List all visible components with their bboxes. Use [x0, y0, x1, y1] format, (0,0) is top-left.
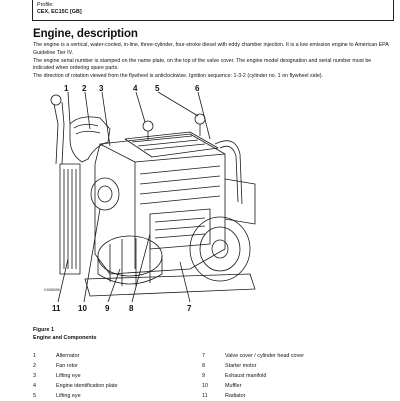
- legend-label: Lifting eye: [56, 393, 81, 399]
- legend-num: 2: [33, 363, 36, 369]
- legend-label: Alternator: [56, 353, 80, 359]
- legend-label: Valve cover / cylinder head cover: [225, 353, 305, 359]
- legend-label: Starter motor: [225, 363, 257, 369]
- callout-11: 11: [52, 304, 61, 313]
- engine-figure: [40, 84, 270, 316]
- legend-num: 9: [202, 373, 205, 379]
- callout-9: 9: [105, 304, 110, 313]
- image-code: V1065005: [44, 288, 60, 292]
- legend-num: 7: [202, 353, 205, 359]
- legend-num: 1: [33, 353, 36, 359]
- callout-8: 8: [129, 304, 134, 313]
- paragraph-engine-type: The engine is a vertical, water-cooled, in-line, three-cylinder, four-stroke diesel with eddy chamber injection. It is a low emission engine to American EPA Guideline Tier IV.: [33, 42, 389, 56]
- engine-drawing: [40, 84, 270, 316]
- callout-6: 6: [195, 84, 200, 93]
- callout-1: 1: [64, 84, 69, 93]
- legend-num: 10: [202, 383, 208, 389]
- legend-label: Exhaust manifold: [225, 373, 267, 379]
- callout-10: 10: [78, 304, 87, 313]
- figure-label: Figure 1: [33, 327, 54, 333]
- callout-5: 5: [155, 84, 160, 93]
- profile-label: Profile:: [37, 2, 54, 8]
- legend-num: 4: [33, 383, 36, 389]
- legend-num: 8: [202, 363, 205, 369]
- paragraph-rotation: The direction of rotation viewed from the flywheel is anticlockwise. Ignition sequence: 1-3-2 (cylinder no. 1 on flywheel side).: [33, 73, 324, 79]
- callout-4: 4: [133, 84, 138, 93]
- callout-3: 3: [99, 84, 104, 93]
- figure-caption: [33, 327, 97, 342]
- legend-num: 3: [33, 373, 36, 379]
- profile-models: CEX, EC15C [GB]: [37, 9, 82, 15]
- section-title: Engine, description: [33, 28, 138, 40]
- callout-2: 2: [82, 84, 87, 93]
- legend-label: Fan rotor: [56, 363, 78, 369]
- profile-box: [32, 0, 394, 21]
- legend-label: Radiator: [225, 393, 246, 399]
- figure-title: Engine and Components: [33, 334, 97, 341]
- paragraph-serial-number: The engine serial number is stamped on the name plate, on the top of the valve cover. The engine model designation and serial number must be indicated when ordering spare parts.: [33, 57, 372, 72]
- legend-label: Engine identification plate: [56, 383, 118, 389]
- legend-label: Lifting eye: [56, 373, 81, 379]
- legend-num: 5: [33, 393, 36, 399]
- legend-label: Muffler: [225, 383, 242, 389]
- callout-7: 7: [187, 304, 192, 313]
- legend-num: 11: [202, 393, 208, 399]
